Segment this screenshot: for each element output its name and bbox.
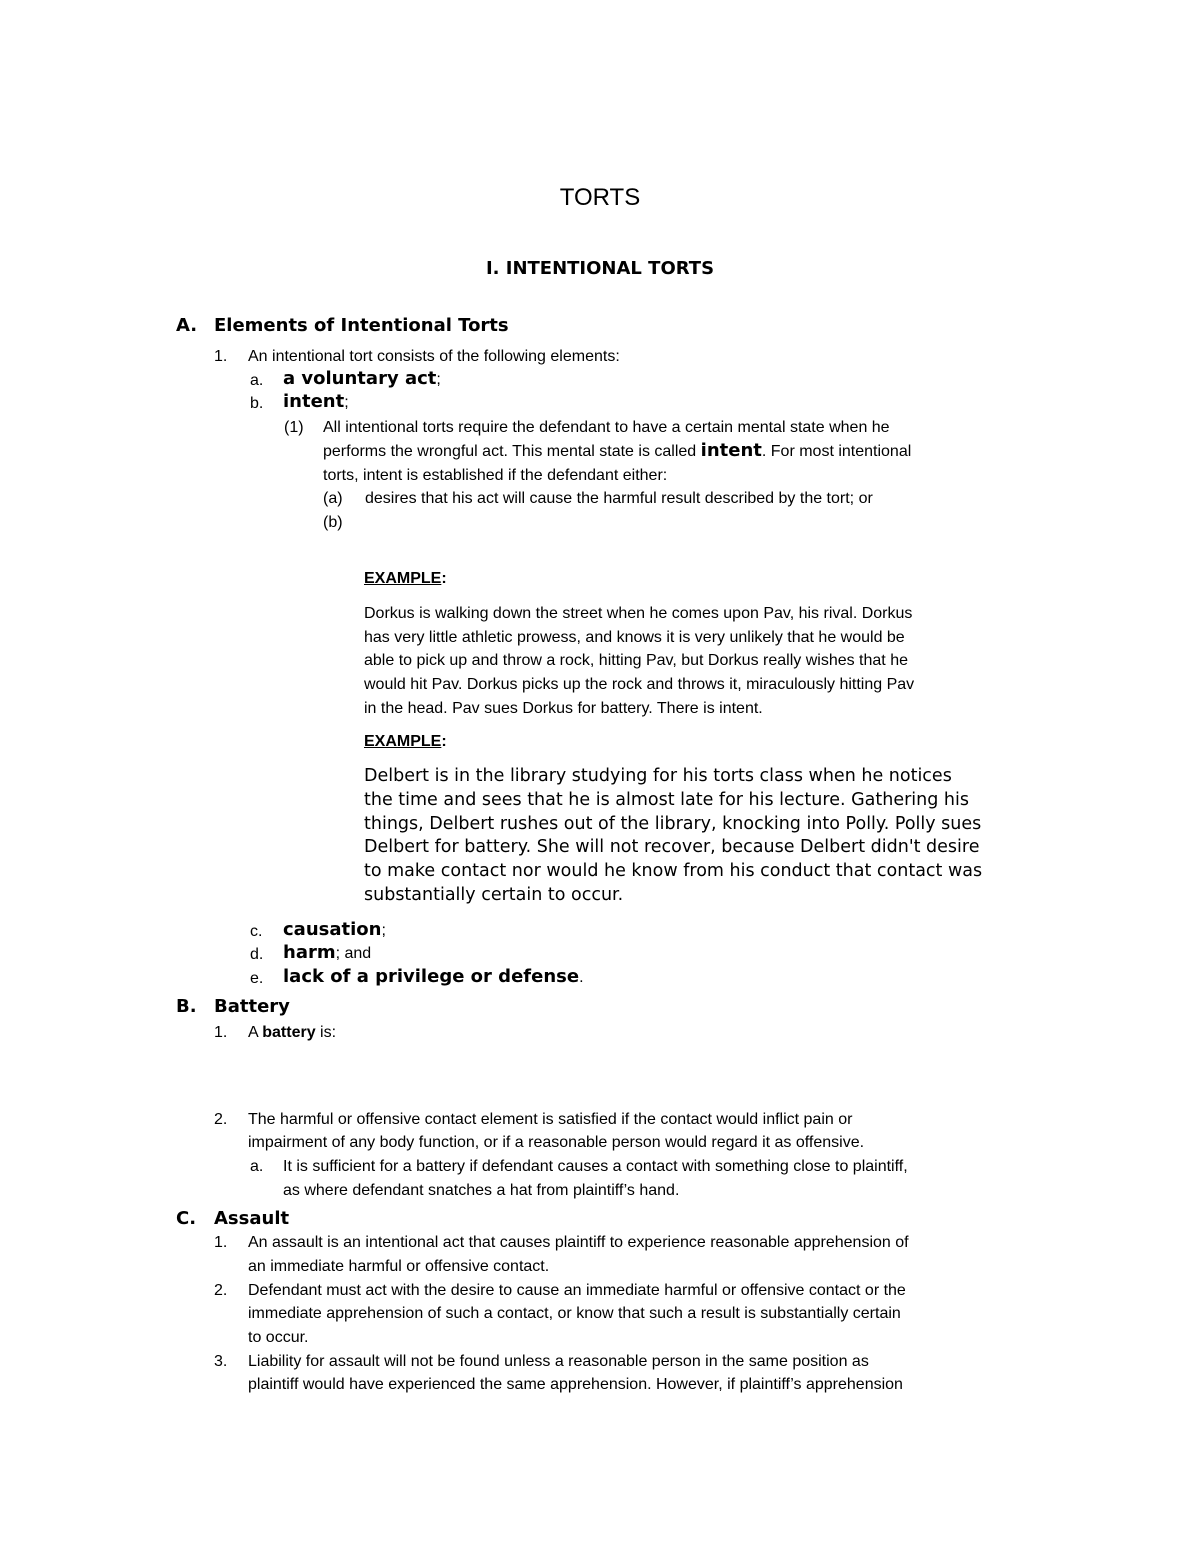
example2-heading — [364, 730, 447, 754]
example2-line: the time and sees that he is almost late for his lecture. Gathering his — [364, 790, 969, 810]
b-item2-line2: impairment of any body function, or if a reasonable person would regard it as offensive. — [248, 1134, 865, 1151]
element-e — [283, 965, 584, 990]
sub1-line2 — [323, 439, 911, 464]
b-item2-marker: 2. — [214, 1111, 228, 1128]
a-item1-text: An intentional tort consists of the following elements: — [248, 348, 620, 365]
element-d-suffix: ; and — [335, 945, 372, 962]
element-c-marker: c. — [250, 923, 263, 940]
example1-line: has very little athletic prowess, and knows it is very unlikely that he would be — [364, 629, 905, 646]
section-a-marker: A. — [176, 315, 198, 336]
c-item3-line2: plaintiff would have experienced the same apprehension. However, if plaintiff’s apprehension — [248, 1376, 903, 1393]
section-a-heading: Elements of Intentional Torts — [214, 315, 509, 336]
example2-line: Delbert is in the library studying for his torts class when he notices — [364, 766, 952, 786]
element-a-term: a voluntary act — [283, 368, 437, 389]
sub1-intent-term: intent — [700, 440, 762, 461]
sub-a-marker: (a) — [323, 490, 343, 507]
b-item1 — [248, 1021, 336, 1045]
element-a-suffix: ; — [436, 371, 441, 388]
c-item1-marker: 1. — [214, 1234, 228, 1251]
element-e-term: lack of a privilege or defense — [283, 966, 580, 987]
b-item1-marker: 1. — [214, 1024, 228, 1041]
element-d — [283, 941, 371, 966]
c-item2-line2: immediate apprehension of such a contact, or know that such a result is substantially certain — [248, 1305, 901, 1322]
example1-line: would hit Pav. Dorkus picks up the rock and throws it, miraculously hitting Pav — [364, 676, 915, 693]
sub1-line3: torts, intent is established if the defendant either: — [323, 467, 668, 484]
b-item2a-marker: a. — [250, 1158, 264, 1175]
c-item2-marker: 2. — [214, 1282, 228, 1299]
element-d-term: harm — [283, 942, 336, 963]
c-item2-line3: to occur. — [248, 1329, 309, 1346]
example1-heading — [364, 567, 447, 591]
example1-line: able to pick up and throw a rock, hitting Pav, but Dorkus really wishes that he — [364, 652, 908, 669]
b-item2-line1: The harmful or offensive contact element is satisfied if the contact would inflict pain or — [248, 1111, 853, 1128]
element-b — [283, 390, 349, 415]
c-item1-line1: An assault is an intentional act that causes plaintiff to experience reasonable apprehension of — [248, 1234, 909, 1251]
section-b-heading: Battery — [214, 996, 290, 1017]
sub1-marker: (1) — [284, 419, 304, 436]
element-b-term: intent — [283, 391, 345, 412]
example1-label: EXAMPLE — [364, 570, 442, 587]
example1-line: in the head. Pav sues Dorkus for battery. There is intent. — [364, 700, 763, 717]
sub-b-marker: (b) — [323, 514, 343, 531]
a-item1-marker: 1. — [214, 348, 228, 365]
element-e-suffix: . — [579, 969, 584, 986]
element-c-term: causation — [283, 919, 382, 940]
document-title: TORTS — [559, 184, 641, 211]
sub1-line2-post: . For most intentional — [761, 443, 912, 460]
part-heading: I. INTENTIONAL TORTS — [485, 258, 715, 279]
example1-colon: : — [441, 570, 447, 587]
element-a — [283, 367, 441, 392]
element-e-marker: e. — [250, 970, 264, 987]
example2-line: Delbert for battery. She will not recover, because Delbert didn't desire — [364, 837, 980, 857]
example2-colon: : — [441, 733, 447, 750]
section-b-marker: B. — [176, 996, 197, 1017]
example1-line: Dorkus is walking down the street when he comes upon Pav, his rival. Dorkus — [364, 605, 913, 622]
example2-line: things, Delbert rushes out of the library, knocking into Polly. Polly sues — [364, 814, 982, 834]
element-c-suffix: ; — [381, 922, 386, 939]
b-item1-pre: A — [248, 1024, 263, 1041]
element-d-marker: d. — [250, 946, 264, 963]
element-a-marker: a. — [250, 372, 264, 389]
sub1-line1: All intentional torts require the defendant to have a certain mental state when he — [323, 419, 890, 436]
element-b-marker: b. — [250, 395, 264, 412]
element-c — [283, 918, 386, 943]
example2-line: substantially certain to occur. — [364, 885, 624, 905]
b-item1-post: is: — [315, 1024, 337, 1041]
c-item2-line1: Defendant must act with the desire to cause an immediate harmful or offensive contact or the — [248, 1282, 906, 1299]
example2-line: to make contact nor would he know from his conduct that contact was — [364, 861, 983, 881]
c-item1-line2: an immediate harmful or offensive contact. — [248, 1258, 550, 1275]
c-item3-line1: Liability for assault will not be found unless a reasonable person in the same position as — [248, 1353, 869, 1370]
b-item2a-line1: It is sufficient for a battery if defendant causes a contact with something close to plaintiff, — [283, 1158, 908, 1175]
c-item3-marker: 3. — [214, 1353, 228, 1370]
sub1-line2-pre: performs the wrongful act. This mental state is called — [323, 443, 701, 460]
section-c-heading: Assault — [214, 1208, 290, 1229]
battery-term: battery — [262, 1024, 316, 1041]
element-b-suffix: ; — [344, 394, 349, 411]
section-c-marker: C. — [176, 1208, 197, 1229]
b-item2a-line2: as where defendant snatches a hat from plaintiff’s hand. — [283, 1182, 680, 1199]
example2-label: EXAMPLE — [364, 733, 442, 750]
sub-a-text: desires that his act will cause the harmful result described by the tort; or — [365, 490, 873, 507]
